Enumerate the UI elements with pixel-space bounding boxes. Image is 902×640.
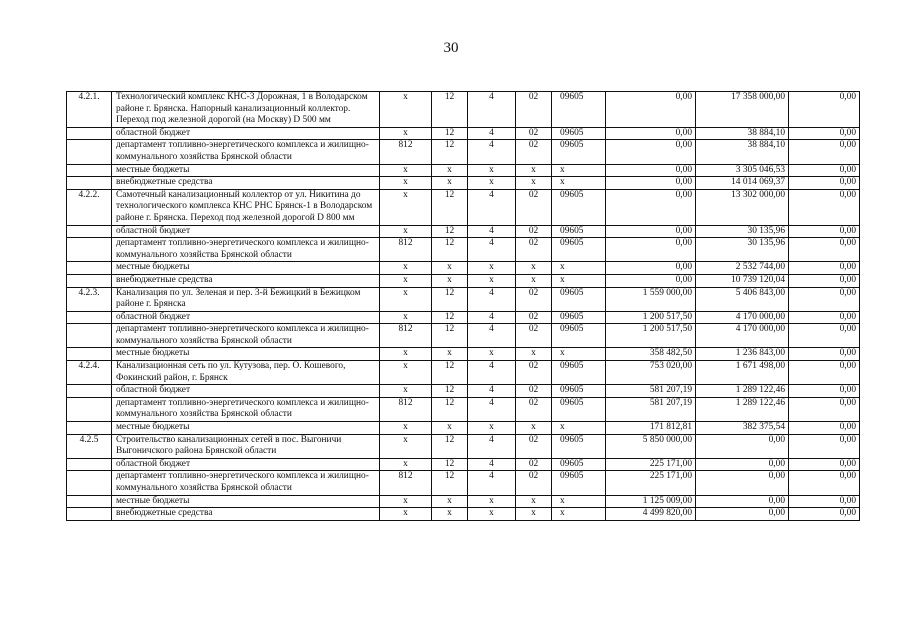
subsection-code-cell: х xyxy=(468,262,516,275)
amount-year-2-cell: 38 884,10 xyxy=(696,140,789,164)
admin-code-cell: х xyxy=(380,164,432,177)
description-cell: департамент топливно-энергетического комплекса и жилищно-коммунального хозяйства Брянской области xyxy=(112,140,380,164)
amount-year-3-cell: 0,00 xyxy=(789,397,860,421)
amount-year-1-cell: 581 207,19 xyxy=(606,397,696,421)
table-row-item xyxy=(67,287,860,311)
program-code-cell: х xyxy=(516,274,552,287)
section-code-cell: 12 xyxy=(432,238,468,262)
description-cell: Строительство канализационных сетей в пос. Выгоничи Выгоничского района Брянской области xyxy=(112,434,380,458)
admin-code-cell: х xyxy=(380,385,432,398)
row-number-cell xyxy=(67,164,112,177)
row-number-cell xyxy=(67,422,112,435)
admin-code-cell: х xyxy=(380,508,432,521)
amount-year-1-cell: 0,00 xyxy=(606,164,696,177)
amount-year-2-cell: 10 739 120,04 xyxy=(696,274,789,287)
program-code-cell: 02 xyxy=(516,311,552,324)
description-cell: департамент топливно-энергетического комплекса и жилищно-коммунального хозяйства Брянской области xyxy=(112,397,380,421)
amount-year-1-cell: 358 482,50 xyxy=(606,348,696,361)
subsection-code-cell: 4 xyxy=(468,92,516,128)
subsection-code-cell: 4 xyxy=(468,127,516,140)
section-code-cell: 12 xyxy=(432,92,468,128)
admin-code-cell: 812 xyxy=(380,471,432,495)
admin-code-cell: х xyxy=(380,127,432,140)
target-article-cell: 09605 xyxy=(552,225,606,238)
admin-code-cell: 812 xyxy=(380,140,432,164)
table-row-source xyxy=(67,508,860,521)
section-code-cell: х xyxy=(432,164,468,177)
section-code-cell: 12 xyxy=(432,127,468,140)
description-cell: департамент топливно-энергетического комплекса и жилищно-коммунального хозяйства Брянской области xyxy=(112,471,380,495)
subsection-code-cell: х xyxy=(468,164,516,177)
subsection-code-cell: 4 xyxy=(468,324,516,348)
section-code-cell: 12 xyxy=(432,471,468,495)
row-number-cell xyxy=(67,471,112,495)
table-row-source xyxy=(67,397,860,421)
amount-year-1-cell: 1 200 517,50 xyxy=(606,311,696,324)
amount-year-1-cell: 0,00 xyxy=(606,127,696,140)
row-number-cell xyxy=(67,397,112,421)
target-article-cell: 09605 xyxy=(552,140,606,164)
description-cell: внебюджетные средства xyxy=(112,177,380,190)
target-article-cell: х xyxy=(552,177,606,190)
target-article-cell: 09605 xyxy=(552,397,606,421)
budget-table-body xyxy=(67,92,860,521)
admin-code-cell: 812 xyxy=(380,238,432,262)
description-cell: местные бюджеты xyxy=(112,262,380,275)
description-cell: местные бюджеты xyxy=(112,164,380,177)
description-cell: Канализация по ул. Зеленая и пер. 3-й Бежицкий в Бежицком районе г. Брянска xyxy=(112,287,380,311)
description-cell: местные бюджеты xyxy=(112,422,380,435)
section-code-cell: 12 xyxy=(432,189,468,225)
target-article-cell: х xyxy=(552,164,606,177)
amount-year-3-cell: 0,00 xyxy=(789,238,860,262)
section-code-cell: х xyxy=(432,508,468,521)
admin-code-cell: х xyxy=(380,434,432,458)
amount-year-3-cell: 0,00 xyxy=(789,508,860,521)
amount-year-3-cell: 0,00 xyxy=(789,385,860,398)
program-code-cell: 02 xyxy=(516,127,552,140)
table-row-source xyxy=(67,495,860,508)
subsection-code-cell: 4 xyxy=(468,458,516,471)
amount-year-1-cell: 1 200 517,50 xyxy=(606,324,696,348)
admin-code-cell: х xyxy=(380,348,432,361)
amount-year-2-cell: 2 532 744,00 xyxy=(696,262,789,275)
amount-year-1-cell: 0,00 xyxy=(606,140,696,164)
program-code-cell: 02 xyxy=(516,189,552,225)
table-row-source xyxy=(67,385,860,398)
description-cell: областной бюджет xyxy=(112,127,380,140)
amount-year-3-cell: 0,00 xyxy=(789,127,860,140)
amount-year-3-cell: 0,00 xyxy=(789,262,860,275)
program-code-cell: 02 xyxy=(516,434,552,458)
description-cell: департамент топливно-энергетического комплекса и жилищно-коммунального хозяйства Брянской области xyxy=(112,324,380,348)
amount-year-1-cell: 171 812,81 xyxy=(606,422,696,435)
table-row-source xyxy=(67,225,860,238)
amount-year-1-cell: 0,00 xyxy=(606,189,696,225)
budget-table xyxy=(66,91,860,521)
amount-year-1-cell: 0,00 xyxy=(606,238,696,262)
section-code-cell: 12 xyxy=(432,225,468,238)
row-number-cell xyxy=(67,385,112,398)
amount-year-2-cell: 14 014 069,37 xyxy=(696,177,789,190)
program-code-cell: 02 xyxy=(516,324,552,348)
target-article-cell: х xyxy=(552,422,606,435)
program-code-cell: 02 xyxy=(516,385,552,398)
program-code-cell: х xyxy=(516,495,552,508)
table-row-source xyxy=(67,262,860,275)
table-row-source xyxy=(67,324,860,348)
target-article-cell: 09605 xyxy=(552,458,606,471)
table-row-source xyxy=(67,177,860,190)
amount-year-2-cell: 0,00 xyxy=(696,495,789,508)
amount-year-3-cell: 0,00 xyxy=(789,348,860,361)
description-cell: департамент топливно-энергетического комплекса и жилищно-коммунального хозяйства Брянской области xyxy=(112,238,380,262)
row-number-cell xyxy=(67,238,112,262)
program-code-cell: 02 xyxy=(516,471,552,495)
amount-year-3-cell: 0,00 xyxy=(789,361,860,385)
row-number-cell: 4.2.3. xyxy=(67,287,112,311)
amount-year-1-cell: 0,00 xyxy=(606,92,696,128)
table-row-source xyxy=(67,140,860,164)
amount-year-3-cell: 0,00 xyxy=(789,177,860,190)
admin-code-cell: х xyxy=(380,287,432,311)
amount-year-2-cell: 0,00 xyxy=(696,458,789,471)
amount-year-2-cell: 38 884,10 xyxy=(696,127,789,140)
description-cell: областной бюджет xyxy=(112,225,380,238)
description-cell: внебюджетные средства xyxy=(112,274,380,287)
target-article-cell: 09605 xyxy=(552,434,606,458)
page-number: 30 xyxy=(443,40,459,56)
subsection-code-cell: 4 xyxy=(468,238,516,262)
amount-year-3-cell: 0,00 xyxy=(789,495,860,508)
row-number-cell xyxy=(67,262,112,275)
table-row-source xyxy=(67,458,860,471)
program-code-cell: х xyxy=(516,508,552,521)
target-article-cell: 09605 xyxy=(552,324,606,348)
table-row-source xyxy=(67,311,860,324)
description-cell: местные бюджеты xyxy=(112,348,380,361)
amount-year-3-cell: 0,00 xyxy=(789,140,860,164)
subsection-code-cell: 4 xyxy=(468,311,516,324)
description-cell: областной бюджет xyxy=(112,458,380,471)
subsection-code-cell: х xyxy=(468,274,516,287)
target-article-cell: х xyxy=(552,508,606,521)
target-article-cell: 09605 xyxy=(552,127,606,140)
amount-year-2-cell: 30 135,96 xyxy=(696,225,789,238)
target-article-cell: х xyxy=(552,262,606,275)
section-code-cell: 12 xyxy=(432,140,468,164)
program-code-cell: 02 xyxy=(516,361,552,385)
amount-year-3-cell: 0,00 xyxy=(789,189,860,225)
table-row-item xyxy=(67,92,860,128)
amount-year-3-cell: 0,00 xyxy=(789,422,860,435)
program-code-cell: х xyxy=(516,422,552,435)
subsection-code-cell: х xyxy=(468,422,516,435)
table-row-source xyxy=(67,471,860,495)
amount-year-3-cell: 0,00 xyxy=(789,164,860,177)
amount-year-1-cell: 753 020,00 xyxy=(606,361,696,385)
program-code-cell: 02 xyxy=(516,140,552,164)
amount-year-3-cell: 0,00 xyxy=(789,225,860,238)
description-cell: Технологический комплекс КНС-3 Дорожная, 1 в Володарском районе г. Брянска. Напорный канализационный коллектор. Переход под железной дорогой (на Москву) D 500 мм xyxy=(112,92,380,128)
row-number-cell xyxy=(67,495,112,508)
row-number-cell: 4.2.2. xyxy=(67,189,112,225)
amount-year-1-cell: 0,00 xyxy=(606,177,696,190)
target-article-cell: 09605 xyxy=(552,238,606,262)
table-row-item xyxy=(67,189,860,225)
amount-year-2-cell: 1 236 843,00 xyxy=(696,348,789,361)
row-number-cell xyxy=(67,225,112,238)
target-article-cell: 09605 xyxy=(552,471,606,495)
section-code-cell: 12 xyxy=(432,311,468,324)
section-code-cell: 12 xyxy=(432,324,468,348)
subsection-code-cell: 4 xyxy=(468,434,516,458)
program-code-cell: 02 xyxy=(516,287,552,311)
row-number-cell xyxy=(67,177,112,190)
amount-year-2-cell: 3 305 046,53 xyxy=(696,164,789,177)
amount-year-2-cell: 13 302 000,00 xyxy=(696,189,789,225)
subsection-code-cell: 4 xyxy=(468,287,516,311)
amount-year-2-cell: 1 671 498,00 xyxy=(696,361,789,385)
target-article-cell: 09605 xyxy=(552,311,606,324)
description-cell: Канализационная сеть по ул. Кутузова, пер. О. Кошевого, Фокинский район, г. Брянск xyxy=(112,361,380,385)
subsection-code-cell: 4 xyxy=(468,471,516,495)
admin-code-cell: х xyxy=(380,177,432,190)
admin-code-cell: х xyxy=(380,262,432,275)
table-row-item xyxy=(67,434,860,458)
amount-year-1-cell: 225 171,00 xyxy=(606,471,696,495)
row-number-cell xyxy=(67,324,112,348)
description-cell: областной бюджет xyxy=(112,385,380,398)
description-cell: Самотечный канализационный коллектор от ул. Никитина до технологического комплекса КНС РНС Брянск-1 в Володарском районе г. Брянска. Переход под железной дорогой D 800 мм xyxy=(112,189,380,225)
admin-code-cell: х xyxy=(380,225,432,238)
subsection-code-cell: 4 xyxy=(468,225,516,238)
subsection-code-cell: 4 xyxy=(468,385,516,398)
amount-year-3-cell: 0,00 xyxy=(789,471,860,495)
section-code-cell: х xyxy=(432,495,468,508)
row-number-cell xyxy=(67,458,112,471)
row-number-cell: 4.2.4. xyxy=(67,361,112,385)
section-code-cell: 12 xyxy=(432,397,468,421)
amount-year-2-cell: 5 406 843,00 xyxy=(696,287,789,311)
target-article-cell: х xyxy=(552,274,606,287)
section-code-cell: 12 xyxy=(432,287,468,311)
target-article-cell: 09605 xyxy=(552,92,606,128)
row-number-cell xyxy=(67,274,112,287)
table-row-source xyxy=(67,422,860,435)
row-number-cell xyxy=(67,140,112,164)
table-row-source xyxy=(67,164,860,177)
section-code-cell: х xyxy=(432,422,468,435)
row-number-cell xyxy=(67,348,112,361)
program-code-cell: х xyxy=(516,164,552,177)
row-number-cell xyxy=(67,508,112,521)
admin-code-cell: х xyxy=(380,422,432,435)
amount-year-3-cell: 0,00 xyxy=(789,434,860,458)
amount-year-2-cell: 30 135,96 xyxy=(696,238,789,262)
row-number-cell xyxy=(67,127,112,140)
target-article-cell: 09605 xyxy=(552,189,606,225)
table-row-source xyxy=(67,127,860,140)
admin-code-cell: х xyxy=(380,92,432,128)
program-code-cell: 02 xyxy=(516,458,552,471)
section-code-cell: х xyxy=(432,177,468,190)
amount-year-2-cell: 0,00 xyxy=(696,434,789,458)
subsection-code-cell: х xyxy=(468,495,516,508)
amount-year-2-cell: 17 358 000,00 xyxy=(696,92,789,128)
target-article-cell: х xyxy=(552,348,606,361)
subsection-code-cell: 4 xyxy=(468,189,516,225)
section-code-cell: 12 xyxy=(432,361,468,385)
admin-code-cell: 812 xyxy=(380,397,432,421)
program-code-cell: х xyxy=(516,177,552,190)
amount-year-3-cell: 0,00 xyxy=(789,287,860,311)
amount-year-1-cell: 1 559 000,00 xyxy=(606,287,696,311)
subsection-code-cell: 4 xyxy=(468,397,516,421)
section-code-cell: 12 xyxy=(432,458,468,471)
admin-code-cell: х xyxy=(380,274,432,287)
subsection-code-cell: х xyxy=(468,508,516,521)
program-code-cell: х xyxy=(516,262,552,275)
section-code-cell: х xyxy=(432,348,468,361)
admin-code-cell: 812 xyxy=(380,324,432,348)
subsection-code-cell: 4 xyxy=(468,361,516,385)
amount-year-1-cell: 581 207,19 xyxy=(606,385,696,398)
amount-year-1-cell: 225 171,00 xyxy=(606,458,696,471)
table-row-source xyxy=(67,274,860,287)
table-row-item xyxy=(67,361,860,385)
amount-year-2-cell: 1 289 122,46 xyxy=(696,385,789,398)
admin-code-cell: х xyxy=(380,361,432,385)
section-code-cell: х xyxy=(432,274,468,287)
description-cell: местные бюджеты xyxy=(112,495,380,508)
program-code-cell: 02 xyxy=(516,397,552,421)
target-article-cell: 09605 xyxy=(552,287,606,311)
target-article-cell: 09605 xyxy=(552,385,606,398)
target-article-cell: х xyxy=(552,495,606,508)
program-code-cell: 02 xyxy=(516,238,552,262)
amount-year-3-cell: 0,00 xyxy=(789,324,860,348)
admin-code-cell: х xyxy=(380,189,432,225)
section-code-cell: 12 xyxy=(432,434,468,458)
amount-year-1-cell: 0,00 xyxy=(606,274,696,287)
program-code-cell: х xyxy=(516,348,552,361)
target-article-cell: 09605 xyxy=(552,361,606,385)
amount-year-3-cell: 0,00 xyxy=(789,92,860,128)
amount-year-1-cell: 4 499 820,00 xyxy=(606,508,696,521)
row-number-cell xyxy=(67,311,112,324)
amount-year-3-cell: 0,00 xyxy=(789,311,860,324)
program-code-cell: 02 xyxy=(516,92,552,128)
amount-year-2-cell: 0,00 xyxy=(696,471,789,495)
row-number-cell: 4.2.1. xyxy=(67,92,112,128)
subsection-code-cell: х xyxy=(468,348,516,361)
subsection-code-cell: 4 xyxy=(468,140,516,164)
table-row-source xyxy=(67,348,860,361)
description-cell: областной бюджет xyxy=(112,311,380,324)
amount-year-2-cell: 382 375,54 xyxy=(696,422,789,435)
amount-year-2-cell: 4 170 000,00 xyxy=(696,311,789,324)
subsection-code-cell: х xyxy=(468,177,516,190)
admin-code-cell: х xyxy=(380,311,432,324)
amount-year-2-cell: 4 170 000,00 xyxy=(696,324,789,348)
amount-year-3-cell: 0,00 xyxy=(789,458,860,471)
admin-code-cell: х xyxy=(380,495,432,508)
amount-year-1-cell: 0,00 xyxy=(606,262,696,275)
program-code-cell: 02 xyxy=(516,225,552,238)
admin-code-cell: х xyxy=(380,458,432,471)
amount-year-1-cell: 1 125 009,00 xyxy=(606,495,696,508)
amount-year-2-cell: 0,00 xyxy=(696,508,789,521)
section-code-cell: 12 xyxy=(432,385,468,398)
amount-year-3-cell: 0,00 xyxy=(789,274,860,287)
amount-year-1-cell: 0,00 xyxy=(606,225,696,238)
description-cell: внебюджетные средства xyxy=(112,508,380,521)
table-row-source xyxy=(67,238,860,262)
row-number-cell: 4.2.5 xyxy=(67,434,112,458)
amount-year-1-cell: 5 850 000,00 xyxy=(606,434,696,458)
amount-year-2-cell: 1 289 122,46 xyxy=(696,397,789,421)
section-code-cell: х xyxy=(432,262,468,275)
